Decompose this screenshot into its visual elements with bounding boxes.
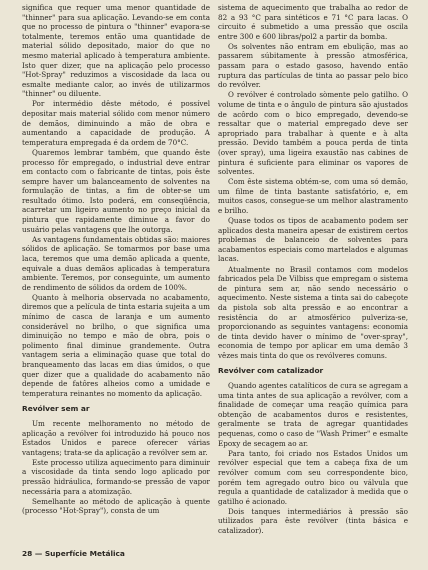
paragraph: Os solventes não entram em ebulição, mas ao passarem súbitamente à pressão atmosférica, passam para o estado gasoso, havendo então ruptura das partículas de tinta ao passar pelo bico do revólver. bbox=[218, 41, 408, 90]
section-heading-revolver-sem-ar: Revólver sem ar bbox=[22, 404, 90, 414]
left-column bbox=[22, 3, 210, 516]
paragraph: Um recente melhoramento no método de aplicação a revólver foi introduzido há pouco nos Estados Unidos e parece oferecer várias vantagens; trata-se da aplicação a revólver sem ar. bbox=[22, 418, 210, 457]
paragraph: Quaremos lembrar também, que quando êste processo fôr empregado, o industrial deve entrar em contacto com o fabricante de tintas, pois êste sempre haver um balanceamento de solventes na formulação de tintas, a fim de obter-se um resultado ótimo. Isto poderá, em conseqüência, acarretar um ligeiro aumento no preço inicial da pintura que rapidamente diminue a favor do usuário pelas vantagens que lhe outorga. bbox=[22, 147, 210, 234]
paragraph: Semelhante ao método de aplicação à quente (processo "Hot-Spray"), consta de um bbox=[22, 496, 210, 516]
paragraph: Por intermédio dêste método, é possível depositar mais material sólido com menor número de demãos, diminuindo a mão de obra e aumentando a capacidade de produção. A temperatura empregada é da ordem de 70°C. bbox=[22, 99, 210, 147]
paragraph: sistema de aquecimento que trabalha ao redor de 82 a 93 °C para sintéticos e 71 °C para lacas. O circuito é submetido a uma pressão que oscila entre 300 e 600 libras/pol2 a partir da bomba. bbox=[218, 3, 408, 41]
paragraph: Com êste sistema obtém-se, com uma só demão, um filme de tinta bastante satisfatório, e, em muitos casos, consegue-se um melhor alastramento e brilho. bbox=[218, 177, 408, 215]
paragraph: Este processo utiliza aquecimento para diminuir a viscosidade da tinta sendo logo aplicado por pressão hidráulica, formando-se pressão de vapor necessária para a atomização. bbox=[22, 457, 210, 496]
paragraph: Quase todos os tipos de acabamento podem ser aplicados desta maneira apesar de existirem certos problemas de balanceio de solventes para acabamentos especiais como martelados e algumas lacas. bbox=[218, 216, 408, 264]
paragraph: Quando agentes catalíticos de cura se agregam a uma tinta antes de sua aplicação a revólver, com a finalidade de começar uma reação química para obtenção de acabamentos duros e resistentes, geralmente se trata de agregar quantidades pequenas, como o caso de "Wash Primer" e esmalte Epoxy de secagem ao ar. bbox=[218, 381, 408, 448]
paragraph: Atualmente no Brasil contamos com modelos fabricados pela De Vilbiss que empregam o sistema de pintura sem ar, não sendo necessário o aquecimento. Neste sistema a tinta sai do cabeçote da pistola sob alta pressão e ao encontrar a resistência do ar atmosférico pulveriza-se, proporcionando as seguintes vantagens: economia de tinta devido haver o mínimo de "over-spray", economia de tempo por aplicar em uma demão 3 vêzes mais tinta do que os revólveres comuns. bbox=[218, 264, 408, 360]
page-footer: 28 — Superfície Metálica bbox=[22, 549, 125, 558]
right-column bbox=[218, 3, 408, 536]
paragraph: As vantagens fundamentais obtidas são: maiores sólidos de aplicação. Se tomarmos por base uma laca, teremos que uma demão aplicada a quente, equivale a duas demãos aplicadas à temperatura ambiente. Teremos, por conseguinte, um aumento de rendimento de sólidos da ordem de 100%. bbox=[22, 234, 210, 292]
paragraph: significa que requer uma menor quantidade de "thinner" para sua aplicação. Levando-se em conta que no processo de pintura o "thinner" evapora-se totalmente, teremos então uma quantidade de material sólido depositado, maior do que no mesmo material aplicado à temperatura ambiente. Isto quer dizer, que na aplicação pelo processo "Hot-Spray" reduzimos a viscosidade da laca ou esmalte mediante calor, ao invés de utilizarmos "thinner" ou diluente. bbox=[22, 3, 210, 99]
paragraph: Para tanto, foi criado nos Estados Unidos um revólver especial que tem a cabeça fixa de um revólver comum com seu correspondente bico, porém tem agregado outro bico ou válvula que regula a quantidade de catalizador à medida que o gatilho é acionado. bbox=[218, 448, 408, 506]
paragraph: O revólver é controlado sòmente pelo gatilho. O volume de tinta e o ângulo de pintura são ajustados de acôrdo com o bico empregado, devendo-se ressaltar que o material empregado deve ser apropriado para trabalhar à quente e à alta pressão. Devido também a pouca perda de tinta (over spray), uma ligeira exaustão nas cabines de pintura é suficiente para eliminar os vapores de solventes. bbox=[218, 90, 408, 177]
paragraph: Dois tanques intermediários à pressão são utilizados para êste revólver (tinta básica e catalizador). bbox=[218, 506, 408, 535]
section-heading-revolver-com-catalizador: Revólver com catalizador bbox=[218, 366, 324, 376]
paragraph: Quanto à melhoria observada no acabamento, diremos que a película de tinta estaria sujeita a um mínimo de casca de laranja e um aumento considerável no brilho, o que significa uma diminuição no tempo e mão de obra, pois o polimento final diminue grandemente. Outra vantagem seria a eliminação quase que total do branqueamento das lacas em dias úmidos, o que quer dizer que a qualidade do acabamento não depende de fatôres alheios como a umidade e temperatura reinantes no momento da aplicação. bbox=[22, 292, 210, 398]
